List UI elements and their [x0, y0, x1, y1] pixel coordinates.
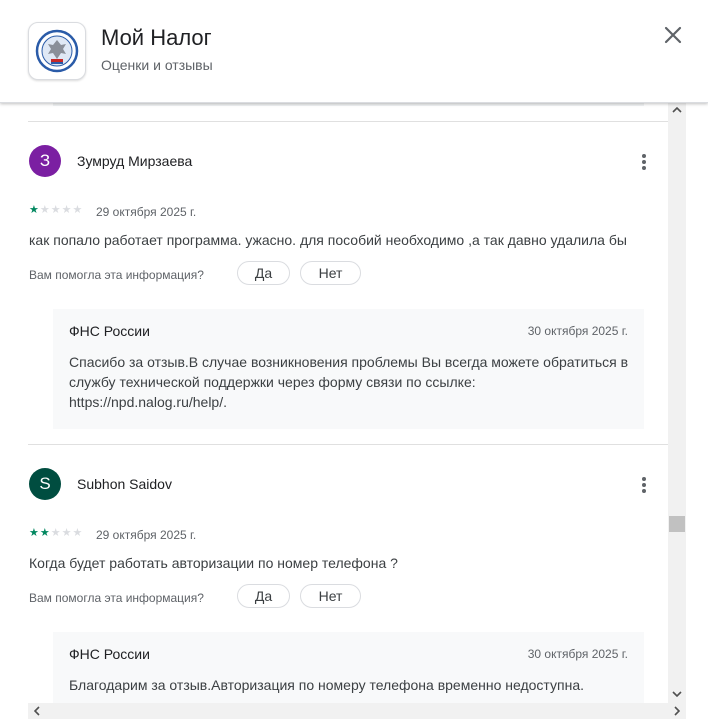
- star-icon: ★: [29, 527, 39, 539]
- helpful-yes-button[interactable]: Да: [237, 584, 290, 608]
- avatar-letter: S: [39, 474, 51, 493]
- previous-reply-edge: [53, 103, 644, 106]
- star-rating: [29, 205, 82, 216]
- chevron-up-icon: [672, 107, 682, 113]
- star-icon: ★: [50, 527, 61, 539]
- horizontal-scrollbar[interactable]: [28, 703, 686, 719]
- avatar: [29, 468, 61, 500]
- scroll-up-arrow[interactable]: [668, 103, 686, 117]
- review-item: [0, 445, 668, 703]
- star-icon: ★: [39, 527, 50, 539]
- scrollbar-thumb[interactable]: [669, 516, 685, 532]
- star-icon: ★: [72, 204, 83, 216]
- app-title: Мой Налог: [101, 25, 212, 50]
- review-author: Subhon Saidov: [77, 476, 172, 492]
- review-text: Когда будет работать авторизации по номер телефона ?: [29, 555, 398, 571]
- more-options-button[interactable]: [634, 473, 654, 497]
- reviews-list[interactable]: [0, 103, 668, 703]
- star-icon: ★: [61, 527, 72, 539]
- chevron-down-icon: [672, 691, 682, 697]
- helpful-no-button[interactable]: Нет: [300, 261, 361, 285]
- review-date: 29 октября 2025 г.: [96, 528, 197, 542]
- helpful-question: Вам помогла эта информация?: [29, 268, 204, 282]
- app-icon: [28, 22, 86, 80]
- avatar: [29, 145, 61, 177]
- star-icon: ★: [50, 204, 61, 216]
- review-author: Зумруд Мирзаева: [77, 153, 193, 169]
- scroll-left-arrow[interactable]: [30, 703, 44, 719]
- developer-reply: [53, 309, 644, 429]
- star-icon: ★: [29, 204, 39, 216]
- star-icon: ★: [39, 204, 50, 216]
- more-options-button[interactable]: [634, 150, 654, 174]
- close-button[interactable]: [660, 22, 686, 48]
- dialog-header: [0, 0, 708, 103]
- dialog-subtitle: Оценки и отзывы: [101, 57, 213, 73]
- review-item: [0, 122, 668, 444]
- helpful-no-button[interactable]: Нет: [300, 584, 361, 608]
- review-text: как попало работает программа. ужасно. для пособий необходимо ,а так давно удалила бы: [29, 232, 627, 248]
- helpful-question: Вам помогла эта информация?: [29, 591, 204, 605]
- star-rating: [29, 528, 82, 539]
- close-icon: [664, 26, 682, 44]
- scroll-down-arrow[interactable]: [668, 687, 686, 701]
- fns-emblem-icon: [34, 28, 80, 74]
- vertical-scrollbar[interactable]: [668, 103, 686, 703]
- reply-author: ФНС России: [69, 646, 150, 662]
- star-icon: ★: [72, 527, 83, 539]
- star-icon: ★: [61, 204, 72, 216]
- review-date: 29 октября 2025 г.: [96, 205, 197, 219]
- chevron-left-icon: [34, 706, 40, 716]
- reply-author: ФНС России: [69, 323, 150, 339]
- reply-date: 30 октября 2025 г.: [527, 647, 628, 661]
- avatar-letter: З: [39, 151, 51, 170]
- chevron-right-icon: [674, 706, 680, 716]
- reply-text: Спасибо за отзыв.В случае возникновения проблемы Вы всегда можете обратиться в службу технической поддержки через форму связи по ссылке: https://npd.nalog.ru/help/.: [69, 354, 629, 410]
- reply-text: Благодарим за отзыв.Авторизация по номеру телефона временно недоступна.: [69, 677, 584, 693]
- more-vert-icon: [642, 477, 646, 493]
- more-vert-icon: [642, 154, 646, 170]
- scroll-right-arrow[interactable]: [670, 703, 684, 719]
- reply-date: 30 октября 2025 г.: [527, 324, 628, 338]
- developer-reply: [53, 632, 644, 703]
- helpful-yes-button[interactable]: Да: [237, 261, 290, 285]
